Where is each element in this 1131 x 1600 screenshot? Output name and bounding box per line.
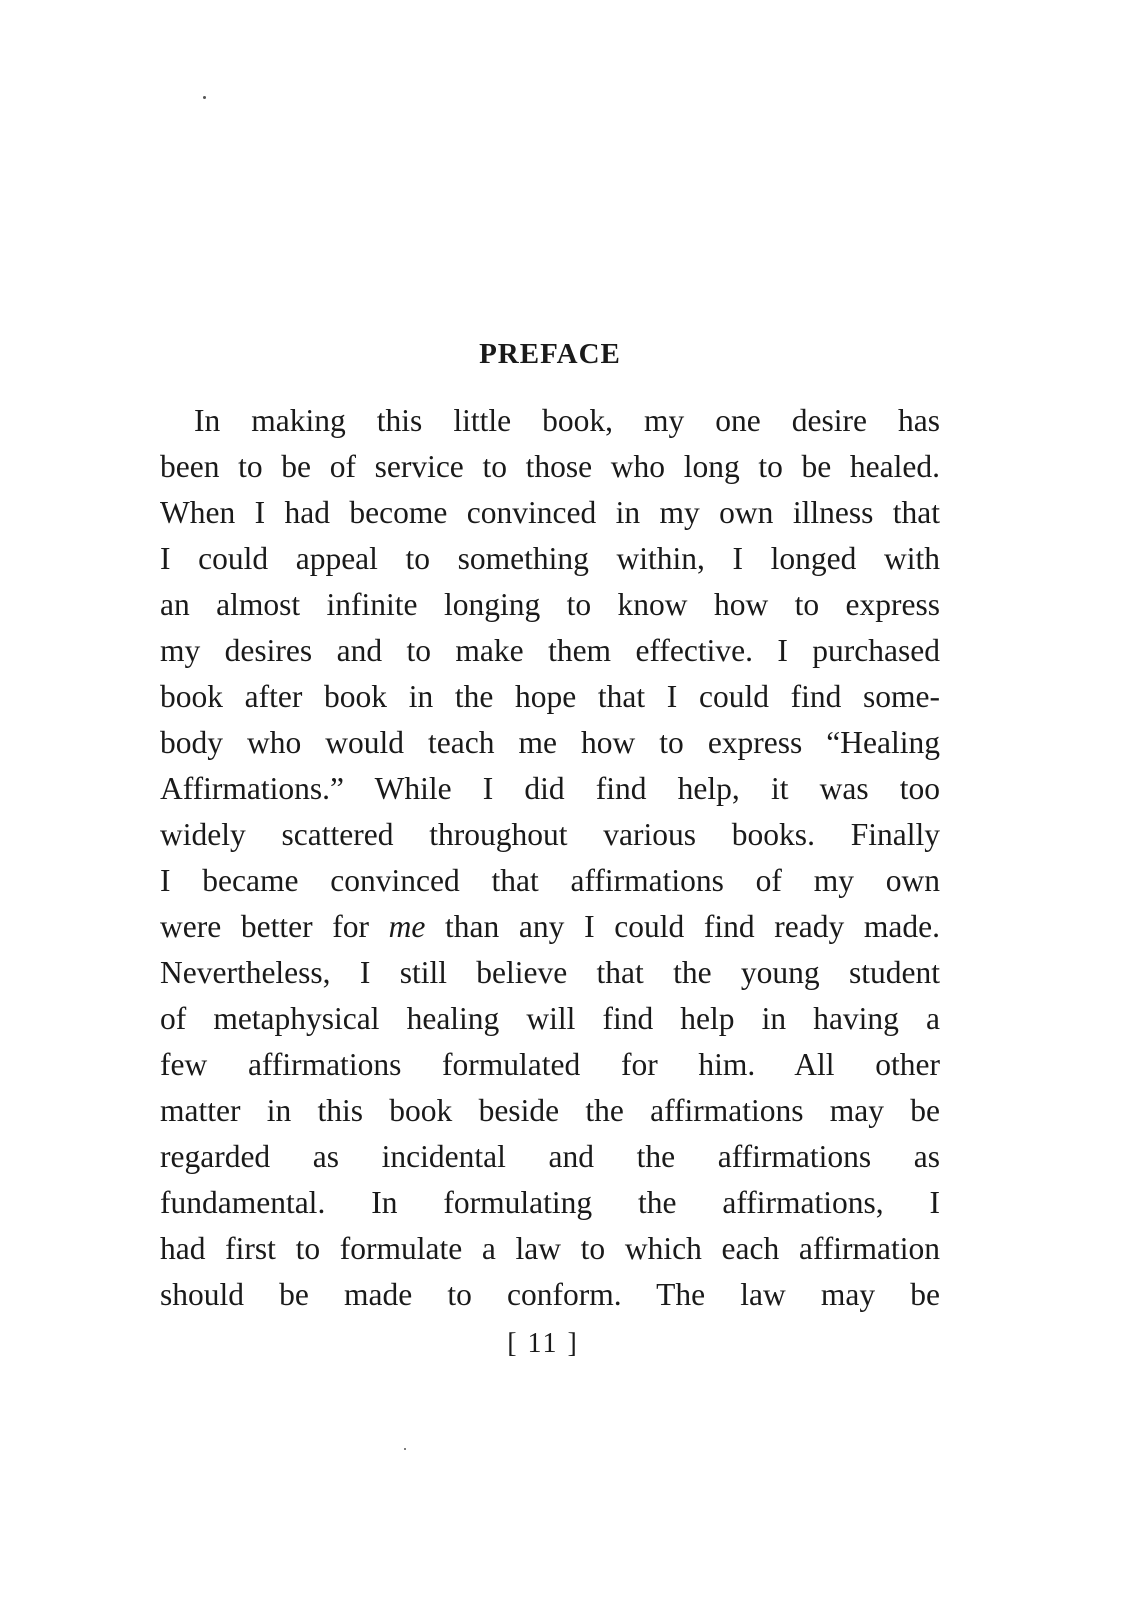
- text-line: fundamental. In formulating the affirmations, I: [160, 1185, 940, 1220]
- text-line: my desires and to make them effective. I purchased: [160, 633, 940, 668]
- text-segment: were better for: [160, 909, 389, 944]
- text-line: should be made to conform. The law may be: [160, 1277, 940, 1312]
- text-line: few affirmations formulated for him. All other: [160, 1047, 940, 1082]
- text-line: Nevertheless, I still believe that the young student: [160, 955, 940, 990]
- text-line: matter in this book beside the affirmations may be: [160, 1093, 940, 1128]
- text-line: I could appeal to something within, I longed with: [160, 541, 940, 576]
- scan-speck: [203, 96, 206, 99]
- text-segment: than any I could find ready made.: [425, 909, 940, 944]
- text-line: body who would teach me how to express “Healing: [160, 725, 940, 760]
- text-line-with-emphasis: [160, 904, 940, 950]
- emphasized-word: me: [388, 909, 426, 944]
- text-line: been to be of service to those who long to be healed.: [160, 449, 940, 484]
- page-number: [ 11 ]: [507, 1328, 579, 1359]
- text-line: had first to formulate a law to which each affirmation: [160, 1231, 940, 1266]
- text-line: When I had become convinced in my own illness that: [160, 495, 940, 530]
- text-line: In making this little book, my one desire has: [194, 403, 940, 438]
- page-heading: PREFACE: [479, 338, 621, 370]
- scan-speck: [404, 1448, 406, 1450]
- text-line: Affirmations.” While I did find help, it was too: [160, 771, 940, 806]
- text-line: book after book in the hope that I could find some-: [160, 679, 940, 714]
- preface-paragraph: [160, 398, 940, 1318]
- text-line: regarded as incidental and the affirmations as: [160, 1139, 940, 1174]
- text-line: an almost infinite longing to know how to express: [160, 587, 940, 622]
- text-line: I became convinced that affirmations of my own: [160, 863, 940, 898]
- text-line: widely scattered throughout various books. Finally: [160, 817, 940, 852]
- text-line: of metaphysical healing will find help in having a: [160, 1001, 940, 1036]
